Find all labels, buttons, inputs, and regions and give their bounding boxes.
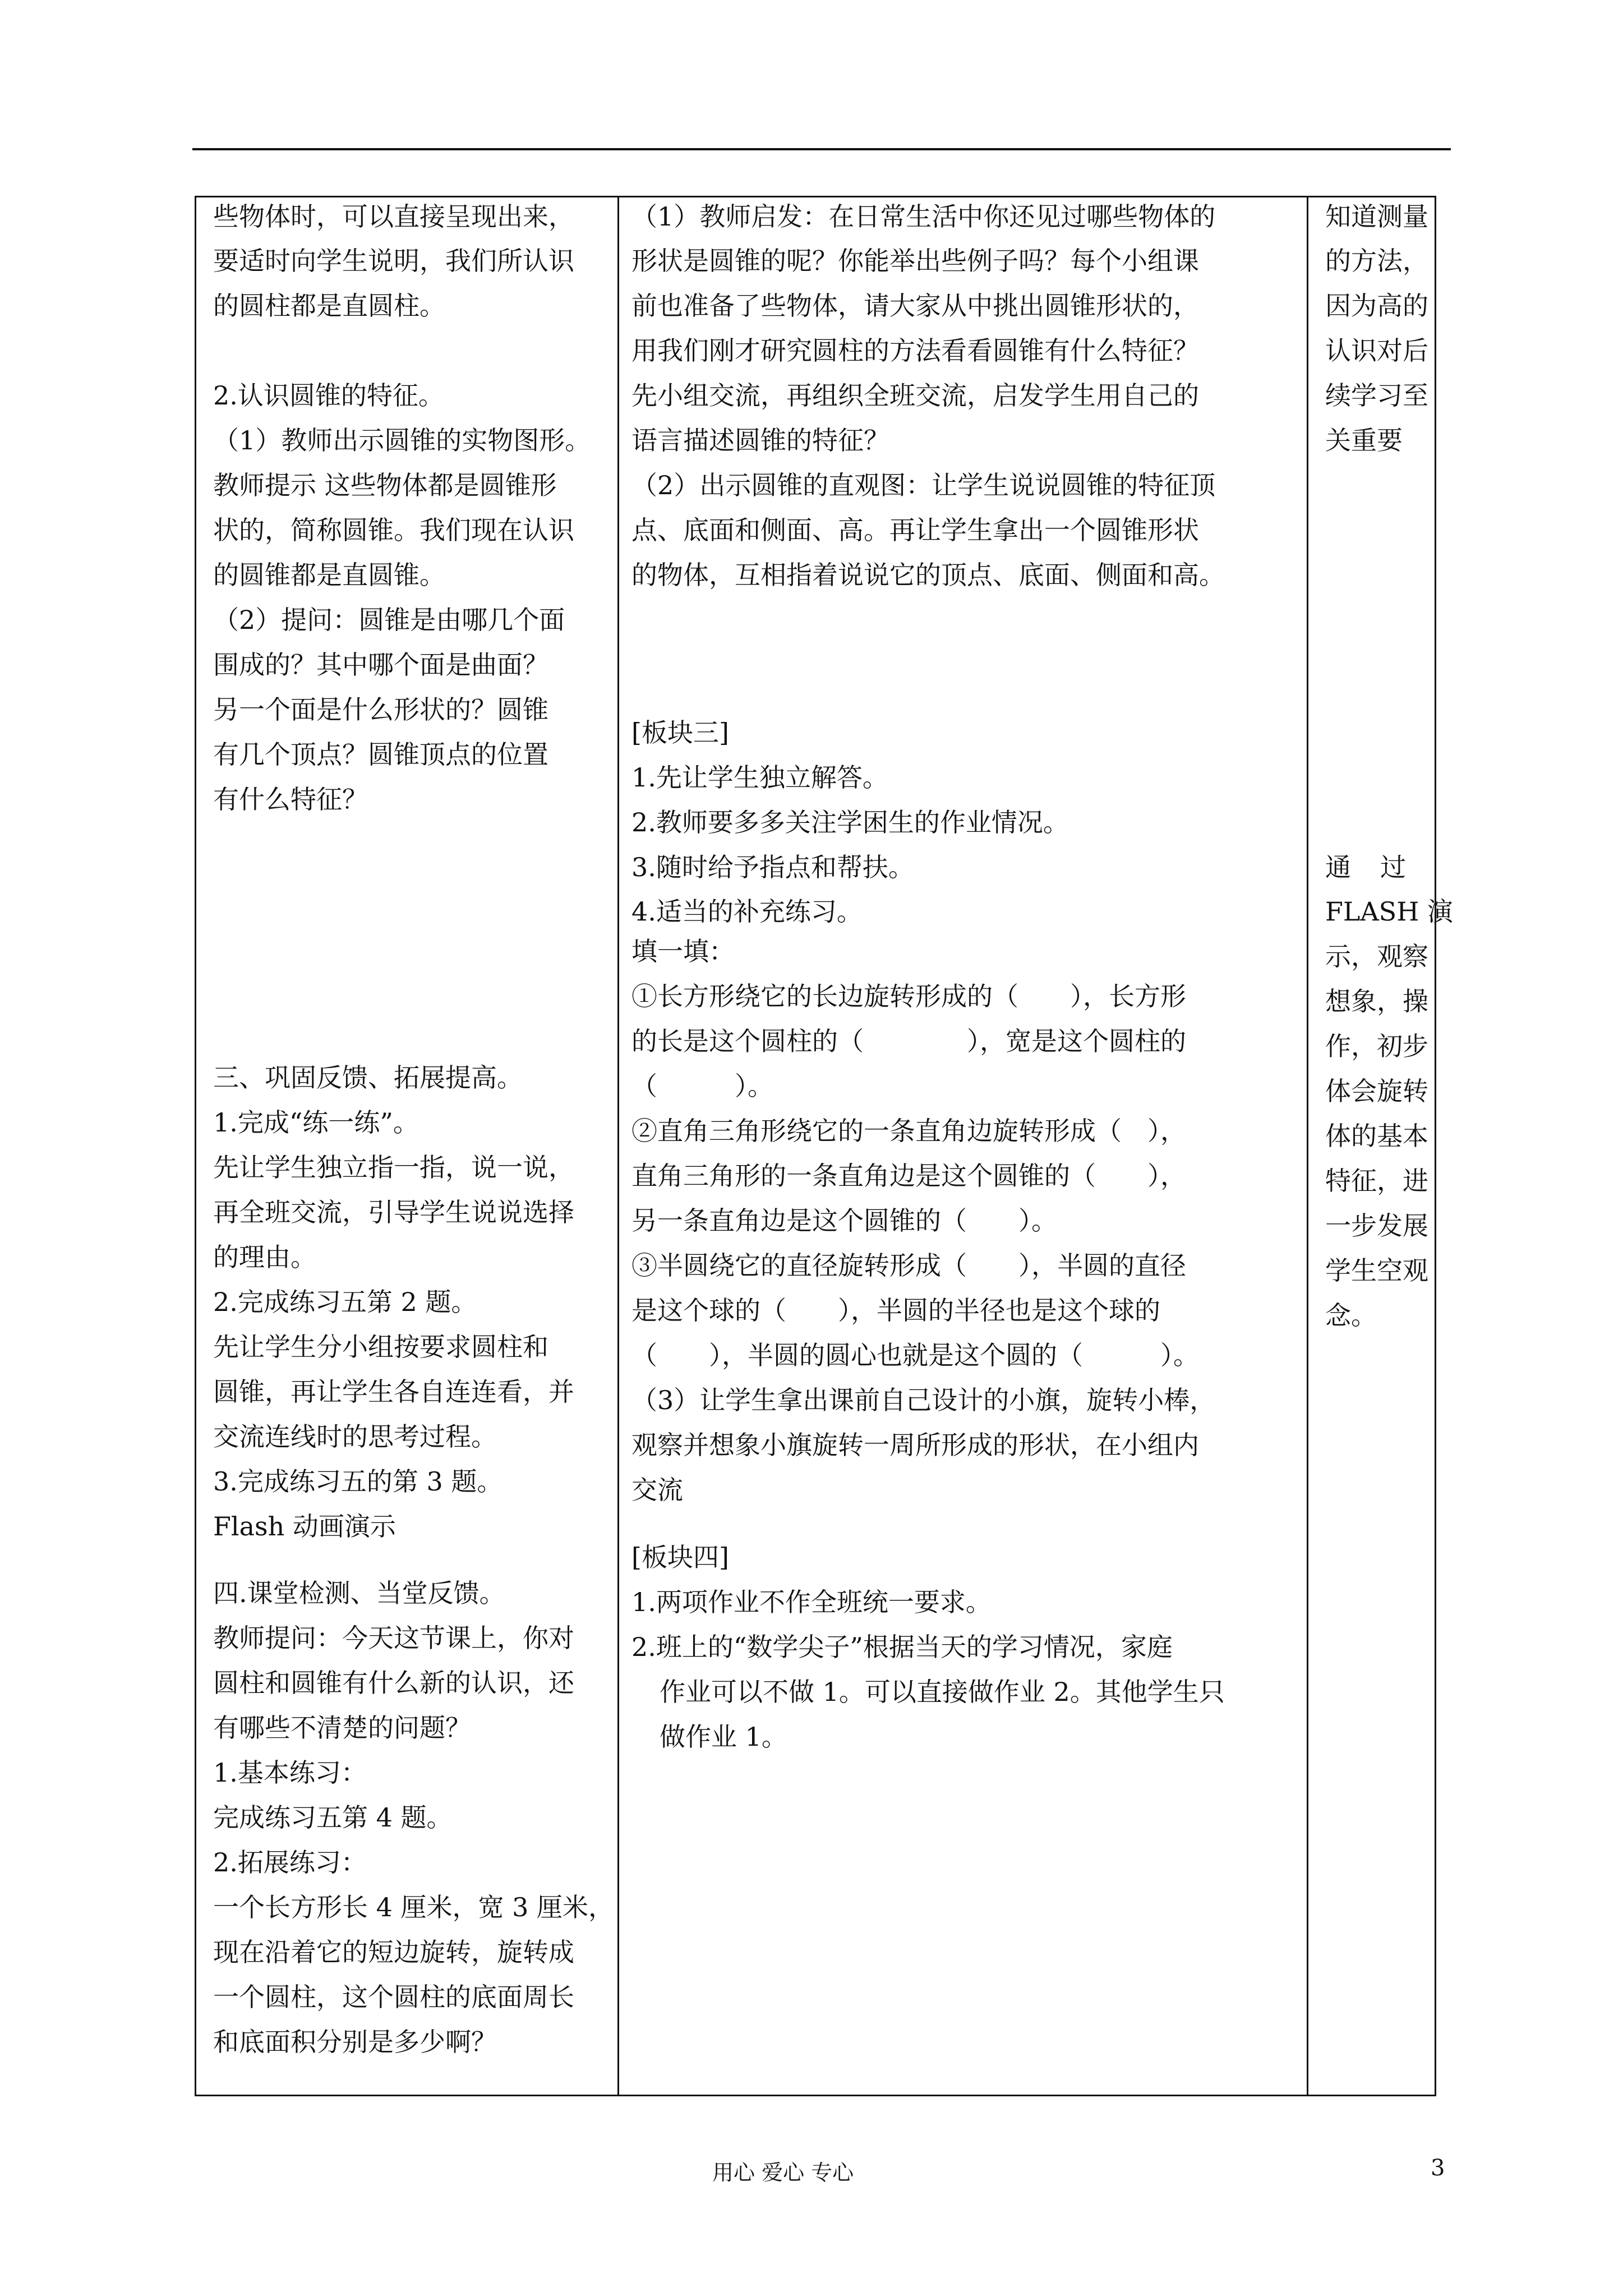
- right-line: FLASH 演: [1325, 896, 1453, 927]
- middle-line: 的物体，互相指着说说它的顶点、底面、侧面和高。: [631, 560, 1225, 590]
- left-line: 圆柱和圆锥有什么新的认识，还: [213, 1668, 574, 1698]
- left-line: 教师提问：今天这节课上，你对: [213, 1623, 574, 1653]
- middle-line: 4.适当的补充练习。: [631, 896, 863, 927]
- middle-line: [板块四]: [631, 1542, 729, 1572]
- left-line: 有什么特征？: [213, 784, 368, 815]
- left-line: 圆锥，再让学生各自连连看，并: [213, 1377, 574, 1407]
- middle-line: （ ）。: [631, 1071, 773, 1101]
- middle-line: 填一填：: [631, 936, 735, 967]
- right-line: 通过: [1325, 852, 1435, 882]
- page-number: 3: [1431, 2155, 1445, 2181]
- header-rule: [192, 148, 1451, 150]
- right-line: 特征，进: [1325, 1166, 1428, 1196]
- right-line: 知道测量: [1325, 201, 1428, 232]
- left-line: 要适时向学生说明，我们所认识: [213, 246, 574, 276]
- left-line: 些物体时，可以直接呈现出来，: [213, 201, 574, 232]
- middle-line: 3.随时给予指点和帮扶。: [631, 852, 914, 882]
- right-line: 的方法，: [1325, 246, 1428, 276]
- middle-line: （2）出示圆锥的直观图：让学生说说圆锥的特征顶: [631, 470, 1216, 500]
- middle-line: 做作业 1。: [660, 1722, 787, 1752]
- left-line: 的圆锥都是直圆锥。: [213, 560, 445, 590]
- left-line: 完成练习五第 4 题。: [213, 1802, 453, 1833]
- left-line: 三、巩固反馈、拓展提高。: [213, 1062, 523, 1093]
- middle-line: 观察并想象小旗旋转一周所形成的形状，在小组内: [631, 1430, 1199, 1460]
- middle-line: 用我们刚才研究圆柱的方法看看圆锥有什么特征？: [631, 335, 1199, 366]
- middle-line: ③半圆绕它的直径旋转形成（ ），半圆的直径: [631, 1250, 1186, 1281]
- right-line: 体会旋转: [1325, 1076, 1428, 1106]
- left-line: 的圆柱都是直圆柱。: [213, 291, 445, 321]
- right-column: [1308, 197, 1453, 2095]
- left-line: 1.完成“练一练”。: [213, 1107, 419, 1138]
- left-line: 2.认识圆锥的特征。: [213, 380, 444, 411]
- left-line: 有哪些不清楚的问题？: [213, 1713, 471, 1743]
- left-column: [196, 197, 619, 2095]
- left-line: 一个长方形长 4 厘米，宽 3 厘米，: [213, 1892, 615, 1922]
- left-line: 状的，简称圆锥。我们现在认识: [213, 515, 574, 545]
- left-line: 交流连线时的思考过程。: [213, 1421, 497, 1452]
- left-line: 现在沿着它的短边旋转，旋转成: [213, 1937, 574, 1967]
- left-line: Flash 动画演示: [213, 1511, 396, 1542]
- right-line: 念。: [1325, 1300, 1377, 1331]
- footer-motto: 用心 爱心 专心: [712, 2160, 854, 2185]
- right-line: 认识对后: [1325, 335, 1428, 366]
- right-line: 作，初步: [1325, 1031, 1428, 1061]
- left-line: 一个圆柱，这个圆柱的底面周长: [213, 1982, 574, 2012]
- left-line: 另一个面是什么形状的？圆锥: [213, 694, 548, 725]
- left-line: 2.完成练习五第 2 题。: [213, 1287, 477, 1317]
- middle-line: 是这个球的（ ），半圆的半径也是这个球的: [631, 1295, 1160, 1326]
- left-line: 围成的？其中哪个面是曲面？: [213, 650, 548, 680]
- middle-line: 语言描述圆锥的特征？: [631, 425, 889, 455]
- middle-line: 先小组交流，再组织全班交流，启发学生用自己的: [631, 380, 1199, 411]
- middle-line: 交流: [631, 1475, 683, 1505]
- right-line: 体的基本: [1325, 1121, 1428, 1151]
- left-line: 3.完成练习五的第 3 题。: [213, 1466, 503, 1497]
- middle-line: 2.教师要多多关注学困生的作业情况。: [631, 807, 1069, 838]
- middle-line: 1.先让学生独立解答。: [631, 762, 888, 793]
- middle-line: 的长是这个圆柱的（ ），宽是这个圆柱的: [631, 1026, 1186, 1056]
- left-line: 有几个顶点？圆锥顶点的位置: [213, 739, 548, 770]
- left-line: 先让学生独立指一指，说一说，: [213, 1152, 574, 1182]
- left-line: 四.课堂检测、当堂反馈。: [213, 1578, 505, 1608]
- middle-line: （1）教师启发：在日常生活中你还见过哪些物体的: [631, 201, 1216, 232]
- middle-line: 前也准备了些物体，请大家从中挑出圆锥形状的，: [631, 291, 1199, 321]
- right-line: 一步发展: [1325, 1211, 1428, 1241]
- left-line: 1.基本练习：: [213, 1757, 367, 1788]
- left-line: 的理由。: [213, 1242, 316, 1272]
- middle-line: [板块三]: [631, 717, 729, 748]
- middle-line: 点、底面和侧面、高。再让学生拿出一个圆锥形状: [631, 515, 1199, 545]
- lesson-table: [195, 196, 1453, 2096]
- right-line: 因为高的: [1325, 291, 1428, 321]
- left-line: （2）提问：圆锥是由哪几个面: [213, 605, 565, 635]
- middle-line: 直角三角形的一条直角边是这个圆锥的（ ），: [631, 1161, 1186, 1191]
- left-line: 再全班交流，引导学生说说选择: [213, 1197, 574, 1227]
- left-line: 2.拓展练习：: [213, 1847, 367, 1878]
- middle-line: （ ），半圆的圆心也就是这个圆的（ ）。: [631, 1340, 1199, 1370]
- right-line: 学生空观: [1325, 1255, 1428, 1286]
- right-line: 示，观察: [1325, 941, 1428, 972]
- middle-line: 形状是圆锥的呢？你能举出些例子吗？每个小组课: [631, 246, 1199, 276]
- left-line: 教师提示 这些物体都是圆锥形: [213, 470, 557, 500]
- middle-line: ①长方形绕它的长边旋转形成的（ ），长方形: [631, 981, 1186, 1011]
- right-line: 想象，操: [1325, 986, 1428, 1016]
- middle-line: 另一条直角边是这个圆锥的（ ）。: [631, 1205, 1057, 1236]
- middle-line: 作业可以不做 1。可以直接做作业 2。其他学生只: [660, 1677, 1225, 1707]
- middle-line: ②直角三角形绕它的一条直角边旋转形成（ ），: [631, 1116, 1186, 1146]
- right-line: 续学习至: [1325, 380, 1428, 411]
- left-line: 先让学生分小组按要求圆柱和: [213, 1332, 548, 1362]
- middle-column: [619, 197, 1308, 2095]
- middle-line: 1.两项作业不作全班统一要求。: [631, 1587, 992, 1617]
- middle-line: 2.班上的“数学尖子”根据当天的学习情况，家庭: [631, 1632, 1173, 1662]
- middle-line: （3）让学生拿出课前自己设计的小旗，旋转小棒，: [631, 1385, 1216, 1415]
- left-line: （1）教师出示圆锥的实物图形。: [213, 425, 591, 455]
- right-line: 关重要: [1325, 425, 1403, 455]
- left-line: 和底面积分别是多少啊？: [213, 2027, 497, 2057]
